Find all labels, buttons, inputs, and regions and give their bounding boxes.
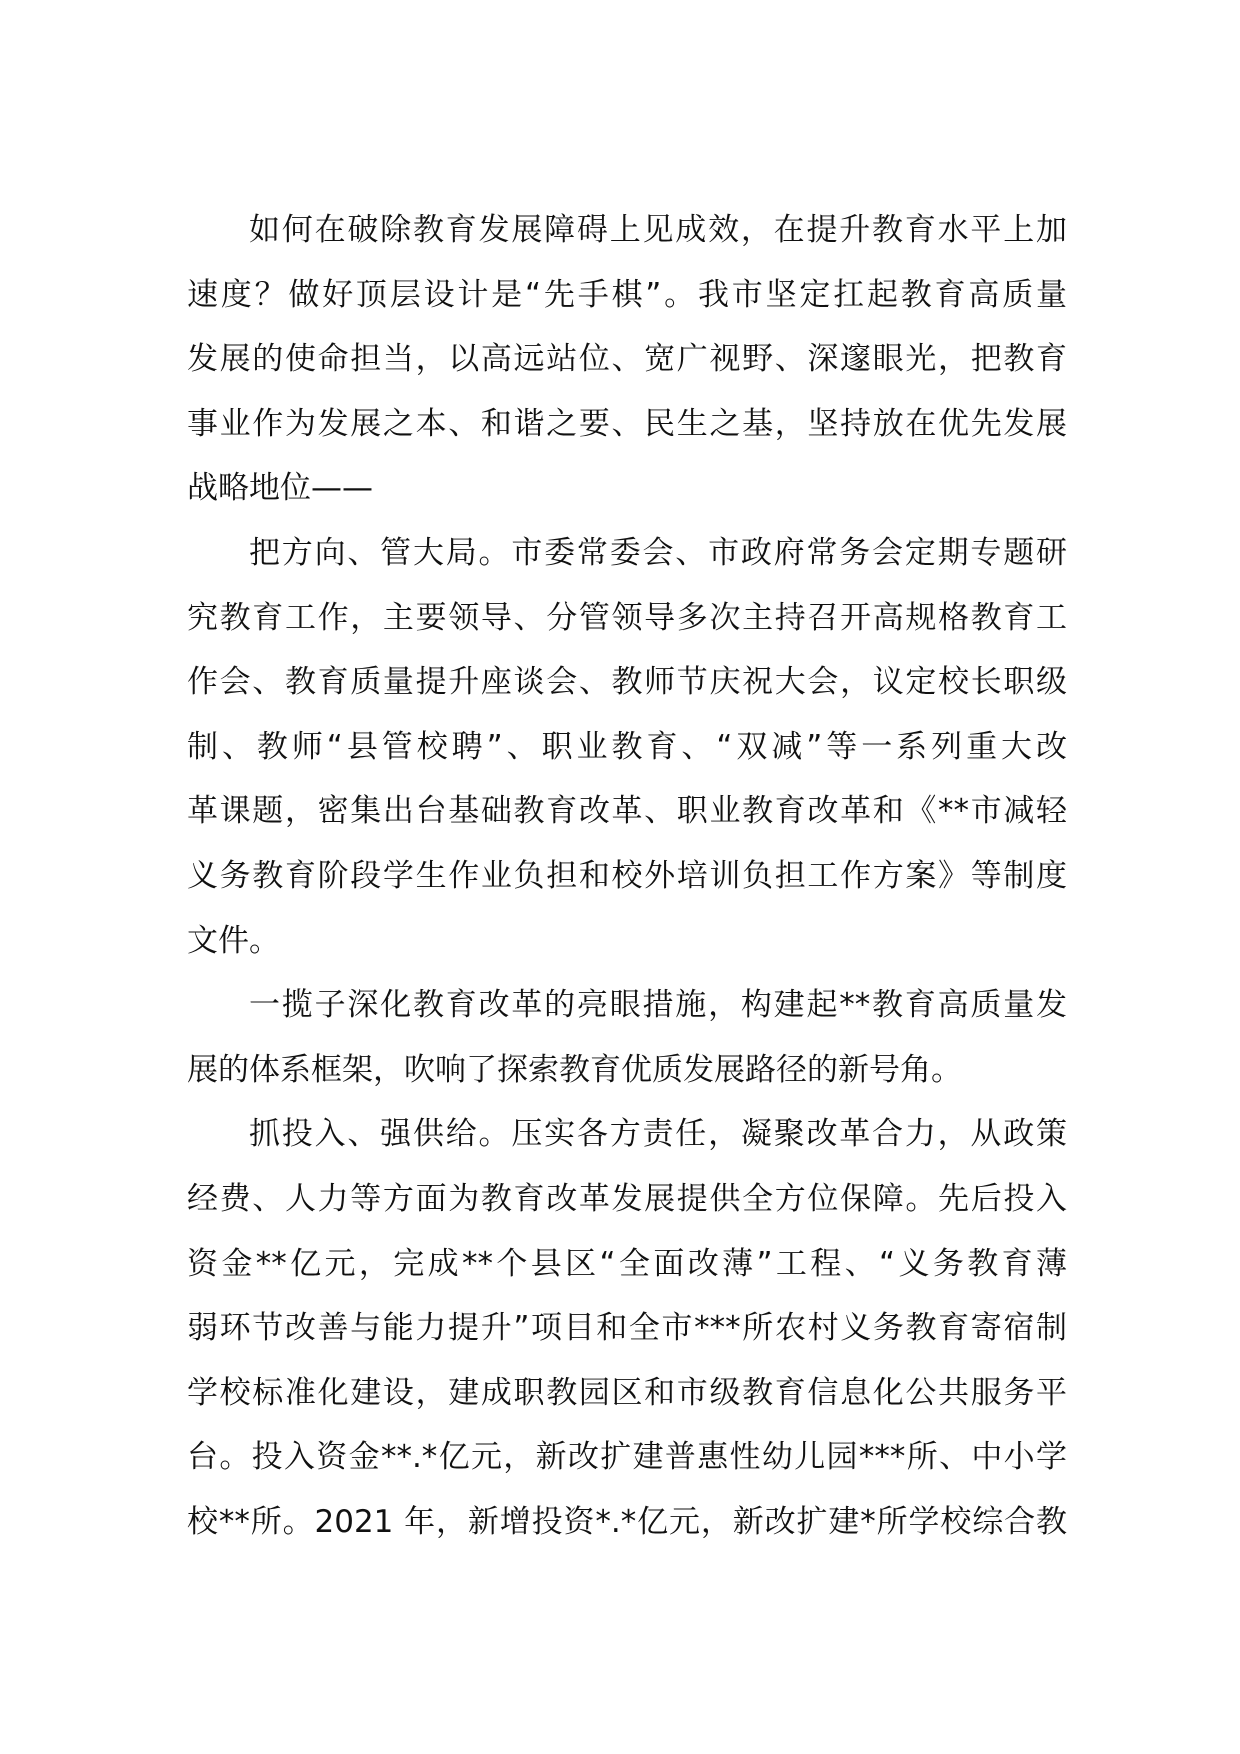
paragraph-4	[187, 1102, 1067, 1554]
text-line: 文件。	[187, 922, 280, 959]
text-line: 抓投入、强供给。压实各方责任，凝聚改革合力，从政策	[249, 1116, 1067, 1153]
text-line: 速度？做好顶层设计是“先手棋”。我市坚定扛起教育高质量	[187, 276, 1067, 313]
text-line: 发展的使命担当，以高远站位、宽广视野、深邃眼光，把教育	[187, 341, 1067, 378]
text-line: 革课题，密集出台基础教育改革、职业教育改革和《**市减轻	[187, 793, 1067, 830]
text-line: 学校标准化建设，建成职教园区和市级教育信息化公共服务平	[187, 1374, 1067, 1411]
text-line: 弱环节改善与能力提升”项目和全市***所农村义务教育寄宿制	[187, 1310, 1067, 1347]
text-line: 战略地位——	[187, 470, 373, 507]
text-line: 台。投入资金**.*亿元，新改扩建普惠性幼儿园***所、中小学	[187, 1439, 1067, 1476]
text-line: 经费、人力等方面为教育改革发展提供全方位保障。先后投入	[187, 1180, 1067, 1217]
text-line: 资金**亿元，完成**个县区“全面改薄”工程、“义务教育薄	[187, 1245, 1067, 1282]
text-line: 作会、教育质量提升座谈会、教师节庆祝大会，议定校长职级	[187, 664, 1067, 701]
paragraph-3	[187, 973, 1067, 1102]
text-line: 把方向、管大局。市委常委会、市政府常务会定期专题研	[249, 534, 1067, 571]
text-line: 事业作为发展之本、和谐之要、民生之基，坚持放在优先发展	[187, 405, 1067, 442]
text-line: 义务教育阶段学生作业负担和校外培训负担工作方案》等制度	[187, 857, 1067, 894]
text-line: 一揽子深化教育改革的亮眼措施，构建起**教育高质量发	[249, 987, 1067, 1024]
text-line: 制、教师“县管校聘”、职业教育、“双减”等一系列重大改	[187, 728, 1067, 765]
paragraph-2	[187, 521, 1067, 973]
document-body	[187, 198, 1067, 1554]
text-line: 如何在破除教育发展障碍上见成效，在提升教育水平上加	[249, 212, 1067, 248]
text-line: 究教育工作，主要领导、分管领导多次主持召开高规格教育工	[187, 599, 1067, 636]
text-line: 校**所。2021 年，新增投资*.*亿元，新改扩建*所学校综合教	[187, 1503, 1067, 1540]
text-line: 展的体系框架，吹响了探索教育优质发展路径的新号角。	[187, 1051, 962, 1088]
paragraph-1	[187, 198, 1067, 521]
